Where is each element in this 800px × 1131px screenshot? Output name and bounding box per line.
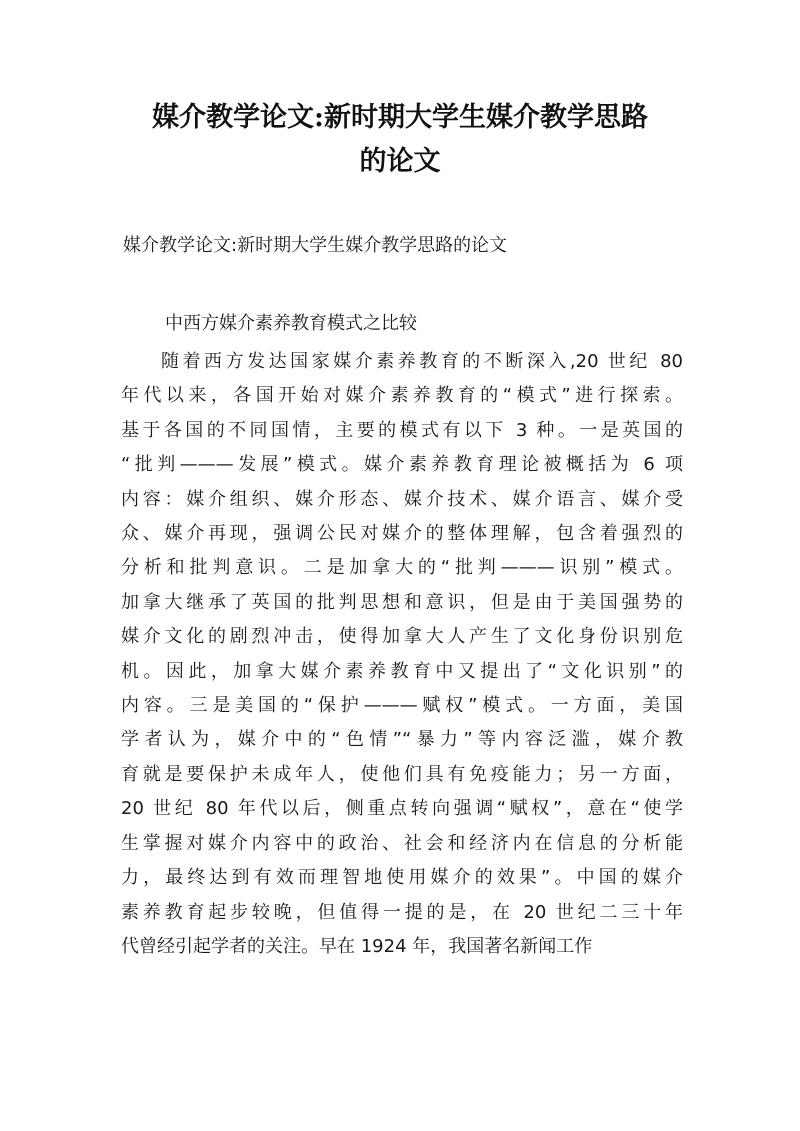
body-line: “批判———发展”模式。媒介素养教育理论被概括为 6 项 — [121, 454, 683, 476]
title-line: 媒介教学论文:新时期大学生媒介教学思路 — [152, 102, 648, 133]
body-line: 基于各国的不同国情，主要的模式有以下 3 种。一是英国的 — [121, 419, 683, 441]
body-line: 加拿大继承了英国的批判思想和意识，但是由于美国强势的 — [121, 591, 683, 613]
document-title — [100, 96, 700, 184]
body-line: 素养教育起步较晚，但值得一提的是，在 20 世纪二三十年 — [121, 901, 683, 923]
body-line: 学者认为，媒介中的“色情”“暴力”等内容泛滥，媒介教 — [121, 729, 683, 751]
body-line: 力，最终达到有效而理智地使用媒介的效果”。中国的媒介 — [121, 867, 683, 889]
body-line: 年代以来，各国开始对媒介素养教育的“模式”进行探索。 — [121, 385, 683, 407]
body-line: 20 世纪 80 年代以后，侧重点转向强调“赋权”，意在“使学 — [121, 798, 683, 820]
title-line: 的论文 — [359, 146, 441, 177]
body-line: 内容。三是美国的“保护———赋权”模式。一方面，美国 — [121, 695, 683, 717]
document-subtitle: 媒介教学论文:新时期大学生媒介教学思路的论文 — [123, 235, 508, 256]
body-line: 媒介文化的剧烈冲击，使得加拿大人产生了文化身份识别危 — [121, 626, 683, 648]
body-line: 内容：媒介组织、媒介形态、媒介技术、媒介语言、媒介受 — [121, 488, 683, 510]
body-line: 机。因此，加拿大媒介素养教育中又提出了“文化识别”的 — [121, 660, 683, 682]
body-paragraph — [121, 345, 683, 964]
body-line: 代曾经引起学者的关注。早在 1924 年，我国著名新闻工作 — [121, 935, 593, 957]
section-heading: 中西方媒介素养教育模式之比较 — [165, 313, 417, 334]
body-line: 分析和批判意识。二是加拿大的“批判———识别”模式。 — [121, 557, 683, 579]
body-line: 众、媒介再现，强调公民对媒介的整体理解，包含着强烈的 — [121, 523, 683, 545]
body-line: 随着西方发达国家媒介素养教育的不断深入,20 世纪 80 — [161, 351, 683, 372]
body-line: 育就是要保护未成年人，使他们具有免疫能力；另一方面， — [121, 763, 683, 785]
body-line: 生掌握对媒介内容中的政治、社会和经济内在信息的分析能 — [121, 832, 683, 854]
